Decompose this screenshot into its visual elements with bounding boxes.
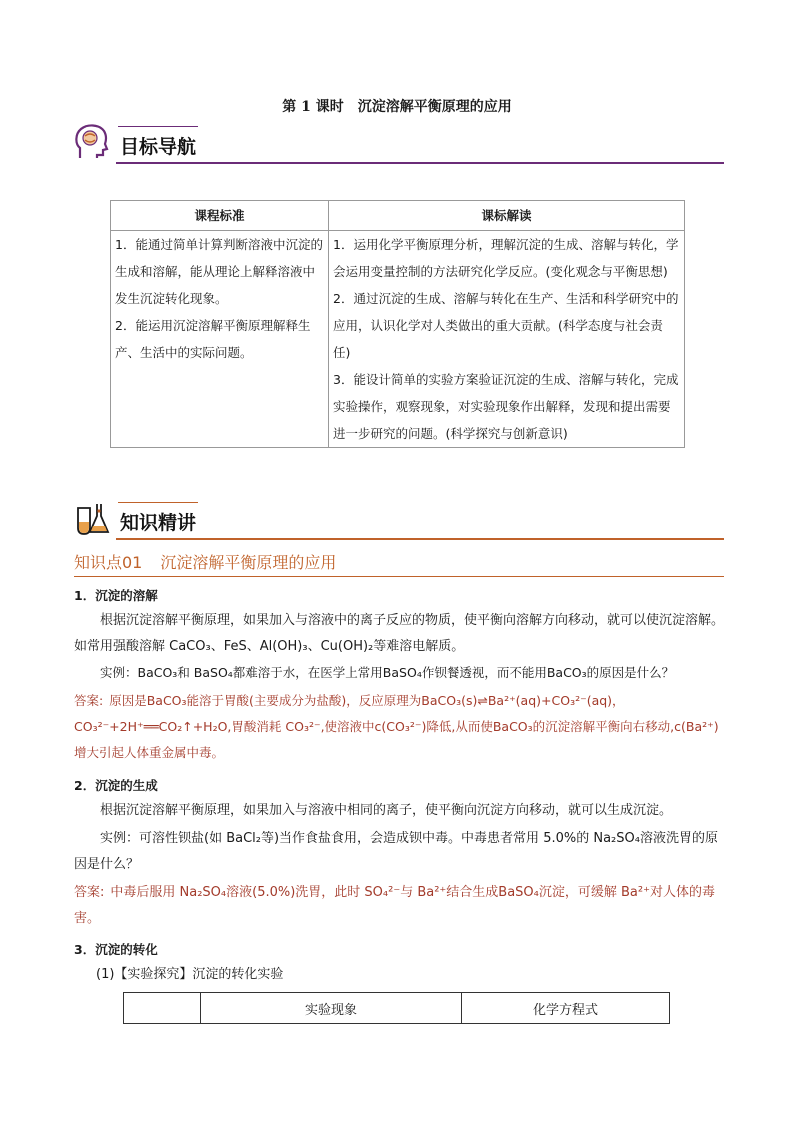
formation-answer [74, 880, 724, 932]
lesson-title: 第 1 课时 沉淀溶解平衡原理的应用 [282, 99, 512, 115]
experiment-header-equation: 化学方程式 [462, 993, 670, 1024]
dissolution-example: 实例：BaCO₃和 BaSO₄都难溶于水，在医学上常用BaSO₄作钡餐透视，而不能用BaCO₃的原因是什么？ [100, 665, 675, 680]
flask-beaker-icon [72, 498, 112, 538]
knowledge-point-name: 沉淀溶解平衡原理的应用 [160, 553, 337, 572]
goals-topline [118, 126, 198, 127]
section-heading-conversion: 3．沉淀的转化 [74, 942, 158, 957]
dissolution-answer [74, 688, 724, 766]
knowledge-point-underline [74, 576, 724, 577]
goals-underline [116, 162, 724, 164]
answer-text: 中毒后服用 Na₂SO₄溶液(5.0%)洗胃，此时 SO₄²⁻与 Ba²⁺结合生成BaSO₄沉淀，可缓解 Ba²⁺对人体的毒害。 [74, 885, 715, 926]
experiment-header-blank [124, 993, 201, 1024]
goals-banner [72, 122, 724, 164]
standard-item: 2．能运用沉淀溶解平衡原理解释生产、生活中的实际问题。 [115, 318, 311, 360]
standards-left-cell [111, 231, 329, 448]
knowledge-point-title [74, 550, 336, 573]
knowledge-point-code: 知识点01 [74, 553, 143, 572]
interpretation-item: 2．通过沉淀的生成、溶解与转化在生产、生活和科学研究中的应用，认识化学对人类做出的重大贡献。(科学态度与社会责任) [333, 291, 679, 360]
formation-example: 实例：可溶性钡盐(如 BaCl₂等)当作食盐食用，会造成钡中毒。中毒患者常用 5.0%的 Na₂SO₄溶液洗胃的原因是什么？ [74, 831, 718, 872]
section-heading-dissolution: 1．沉淀的溶解 [74, 588, 158, 603]
experiment-header-phenomenon: 实验现象 [201, 993, 462, 1024]
brain-head-icon [72, 122, 112, 162]
experiment-table [123, 992, 670, 1024]
answer-tag: 答案: [74, 693, 104, 708]
answer-text: 原因是BaCO₃能溶于胃酸(主要成分为盐酸)，反应原理为BaCO₃(s)⇌Ba²⁺(aq)+CO₃²⁻(aq)，CO₃²⁻+2H⁺══CO₂↑+H₂O,胃酸消耗 CO₃²⁻,使溶液中c(CO₃²⁻)降低,从而使BaCO₃的沉淀溶解平衡向右移动,c(Ba²⁺)增大引起人体重金属中毒。 [74, 693, 719, 760]
section-heading-formation: 2．沉淀的生成 [74, 778, 158, 793]
standards-table [110, 200, 685, 448]
answer-tag: 答案: [74, 885, 105, 900]
formation-text: 根据沉淀溶解平衡原理，如果加入与溶液中相同的离子，使平衡向沉淀方向移动，就可以生成沉淀。 [100, 803, 673, 818]
goals-title: 目标导航 [120, 136, 197, 158]
dissolution-text: 根据沉淀溶解平衡原理，如果加入与溶液中的离子反应的物质，使平衡向溶解方向移动，就可以使沉淀溶解。如常用强酸溶解 CaCO₃、FeS、Al(OH)₃、Cu(OH)₂等难溶电解质。 [74, 613, 725, 654]
header-standard-interpretation: 课标解读 [329, 201, 685, 231]
knowledge-banner [72, 498, 724, 540]
standards-right-cell [329, 231, 685, 448]
interpretation-item: 1．运用化学平衡原理分析，理解沉淀的生成、溶解与转化，学会运用变量控制的方法研究化学反应。(变化观念与平衡思想) [333, 237, 679, 279]
conversion-subheading: (1)【实验探究】沉淀的转化实验 [96, 967, 284, 982]
knowledge-title: 知识精讲 [120, 512, 197, 534]
header-course-standard: 课程标准 [111, 201, 329, 231]
interpretation-item: 3．能设计简单的实验方案验证沉淀的生成、溶解与转化，完成实验操作，观察现象，对实验现象作出解释，发现和提出需要进一步研究的问题。(科学探究与创新意识) [333, 372, 679, 441]
standard-item: 1．能通过简单计算判断溶液中沉淀的生成和溶解，能从理论上解释溶液中发生沉淀转化现象。 [115, 237, 323, 306]
knowledge-topline [118, 502, 198, 503]
knowledge-underline [116, 538, 724, 540]
